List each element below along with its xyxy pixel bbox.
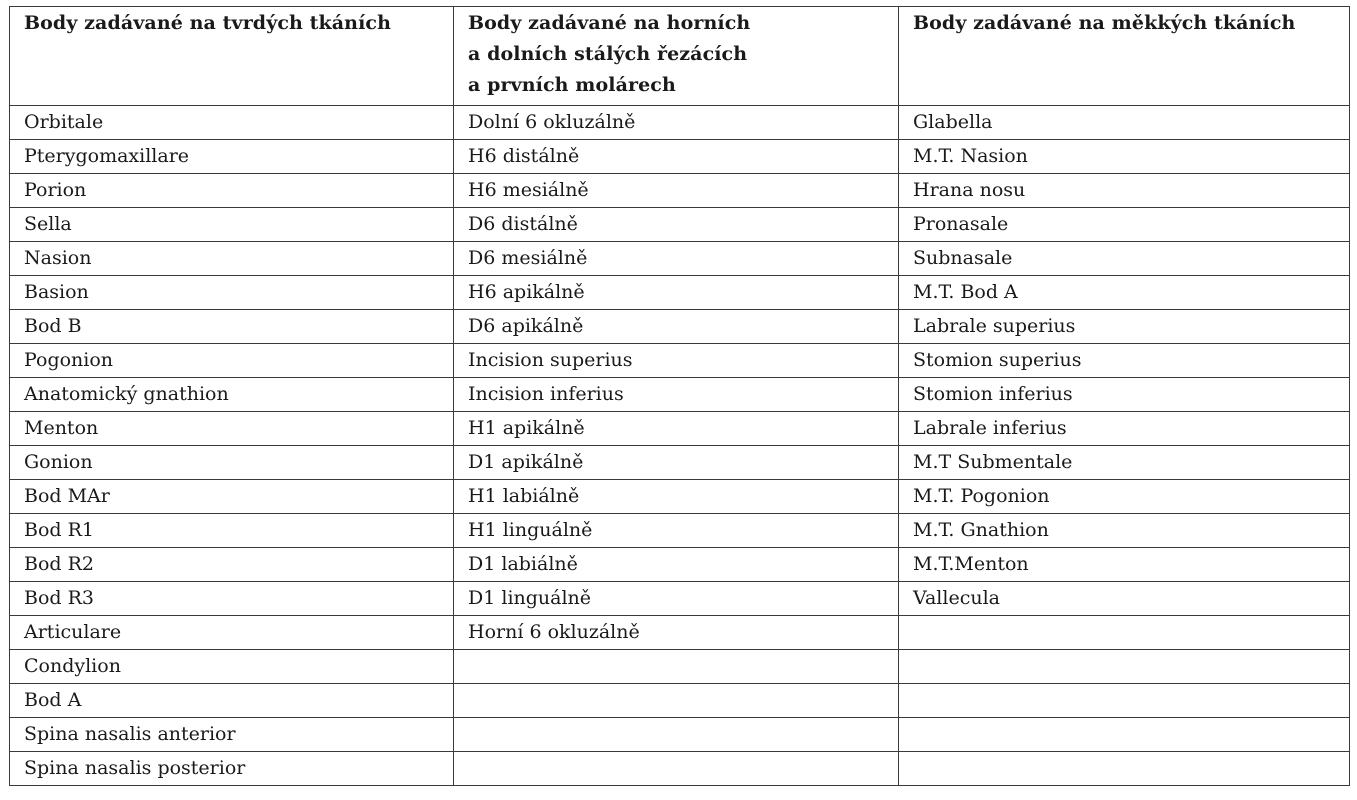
hard-tissue-cell: Pogonion — [10, 344, 454, 378]
soft-tissue-cell — [899, 752, 1350, 786]
table-row — [10, 174, 1350, 208]
hard-tissue-cell: Bod MAr — [10, 480, 454, 514]
hard-tissue-cell: Bod R1 — [10, 514, 454, 548]
table-row — [10, 514, 1350, 548]
teeth-cell: D1 labiálně — [454, 548, 899, 582]
soft-tissue-cell: M.T. Bod A — [899, 276, 1350, 310]
header-line: Body zadávané na měkkých tkáních — [913, 12, 1296, 34]
soft-tissue-cell: Labrale superius — [899, 310, 1350, 344]
soft-tissue-cell — [899, 684, 1350, 718]
table-row — [10, 718, 1350, 752]
table-row — [10, 650, 1350, 684]
soft-tissue-cell: Stomion superius — [899, 344, 1350, 378]
table-row — [10, 446, 1350, 480]
teeth-cell: D6 distálně — [454, 208, 899, 242]
soft-tissue-cell: M.T Submentale — [899, 446, 1350, 480]
hard-tissue-cell: Gonion — [10, 446, 454, 480]
hard-tissue-cell: Orbitale — [10, 106, 454, 140]
landmarks-table — [9, 6, 1350, 786]
teeth-cell: D1 linguálně — [454, 582, 899, 616]
hard-tissue-cell: Nasion — [10, 242, 454, 276]
hard-tissue-cell: Condylion — [10, 650, 454, 684]
hard-tissue-cell: Spina nasalis posterior — [10, 752, 454, 786]
teeth-cell: H1 linguálně — [454, 514, 899, 548]
hard-tissue-cell: Spina nasalis anterior — [10, 718, 454, 752]
soft-tissue-cell — [899, 718, 1350, 752]
soft-tissue-cell: Labrale inferius — [899, 412, 1350, 446]
table-row — [10, 752, 1350, 786]
header-soft-tissue — [899, 7, 1350, 106]
teeth-cell: Incision superius — [454, 344, 899, 378]
soft-tissue-cell — [899, 650, 1350, 684]
teeth-cell — [454, 752, 899, 786]
teeth-cell — [454, 684, 899, 718]
teeth-cell: H1 labiálně — [454, 480, 899, 514]
teeth-cell: H6 apikálně — [454, 276, 899, 310]
hard-tissue-cell: Anatomický gnathion — [10, 378, 454, 412]
soft-tissue-cell: M.T. Pogonion — [899, 480, 1350, 514]
table-body — [10, 106, 1350, 786]
hard-tissue-cell: Basion — [10, 276, 454, 310]
table-row — [10, 480, 1350, 514]
header-teeth — [454, 7, 899, 106]
soft-tissue-cell: Stomion inferius — [899, 378, 1350, 412]
teeth-cell: D6 apikálně — [454, 310, 899, 344]
header-line: Body zadávané na horních — [468, 12, 751, 34]
table-row — [10, 242, 1350, 276]
soft-tissue-cell — [899, 616, 1350, 650]
teeth-cell: H6 mesiálně — [454, 174, 899, 208]
hard-tissue-cell: Articulare — [10, 616, 454, 650]
header-line: a dolních stálých řezácích — [468, 43, 748, 65]
hard-tissue-cell: Bod B — [10, 310, 454, 344]
soft-tissue-cell: M.T. Nasion — [899, 140, 1350, 174]
teeth-cell: H1 apikálně — [454, 412, 899, 446]
table-row — [10, 344, 1350, 378]
teeth-cell: H6 distálně — [454, 140, 899, 174]
header-line: Body zadávané na tvrdých tkáních — [24, 12, 391, 34]
table-row — [10, 140, 1350, 174]
soft-tissue-cell: M.T. Gnathion — [899, 514, 1350, 548]
table-row — [10, 616, 1350, 650]
header-hard-tissue — [10, 7, 454, 106]
soft-tissue-cell: Pronasale — [899, 208, 1350, 242]
teeth-cell: Horní 6 okluzálně — [454, 616, 899, 650]
table-row — [10, 548, 1350, 582]
hard-tissue-cell: Porion — [10, 174, 454, 208]
hard-tissue-cell: Bod R2 — [10, 548, 454, 582]
teeth-cell: D6 mesiálně — [454, 242, 899, 276]
header-line: a prvních molárech — [468, 74, 676, 96]
teeth-cell: Dolní 6 okluzálně — [454, 106, 899, 140]
hard-tissue-cell: Pterygomaxillare — [10, 140, 454, 174]
hard-tissue-cell: Sella — [10, 208, 454, 242]
table-row — [10, 684, 1350, 718]
teeth-cell — [454, 718, 899, 752]
hard-tissue-cell: Bod A — [10, 684, 454, 718]
table-row — [10, 582, 1350, 616]
soft-tissue-cell: Glabella — [899, 106, 1350, 140]
table-row — [10, 208, 1350, 242]
soft-tissue-cell: Hrana nosu — [899, 174, 1350, 208]
soft-tissue-cell: Subnasale — [899, 242, 1350, 276]
teeth-cell: D1 apikálně — [454, 446, 899, 480]
table-row — [10, 106, 1350, 140]
hard-tissue-cell: Menton — [10, 412, 454, 446]
table-row — [10, 276, 1350, 310]
header-row — [10, 7, 1350, 106]
teeth-cell: Incision inferius — [454, 378, 899, 412]
soft-tissue-cell: Vallecula — [899, 582, 1350, 616]
table-header — [10, 7, 1350, 106]
soft-tissue-cell: M.T.Menton — [899, 548, 1350, 582]
table-row — [10, 412, 1350, 446]
table-row — [10, 378, 1350, 412]
teeth-cell — [454, 650, 899, 684]
table-row — [10, 310, 1350, 344]
hard-tissue-cell: Bod R3 — [10, 582, 454, 616]
